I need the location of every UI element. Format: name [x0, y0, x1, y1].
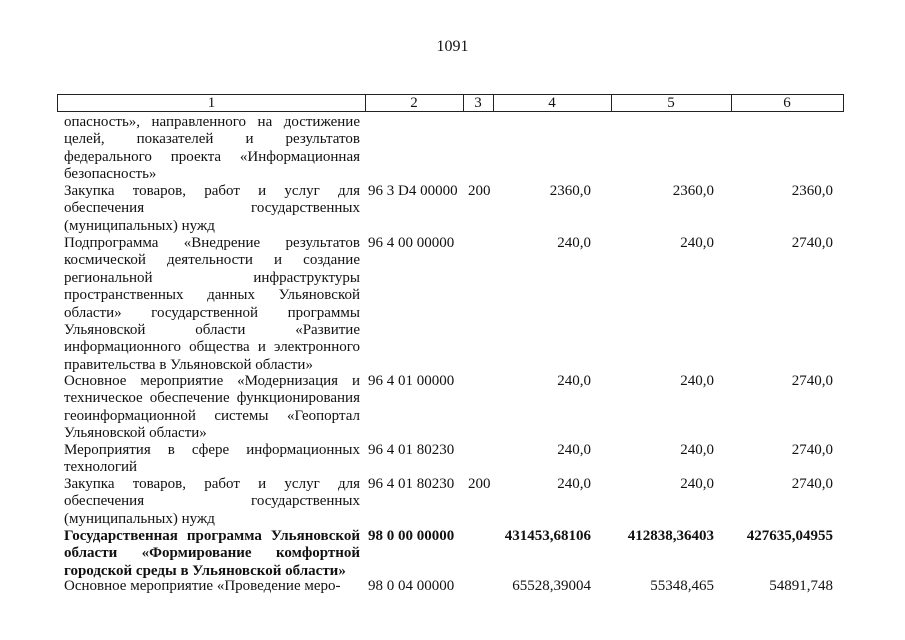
row-description: Основное мероприятие «Проведение меро-: [64, 578, 341, 594]
column-number-6: 6: [783, 95, 791, 111]
row-description: Подпрограмма «Внедрение результатов космической деятельности и создание региональной инфраструктуры пространственных данных Ульяновской области» государственной программы Ульяновской области «Развитие информационного общества и электронного правительства в Ульяновской области»: [64, 235, 360, 373]
row-description: опасность», направленного на достижение целей, показателей и результатов федерального проекта «Информационная безопасность»: [64, 114, 360, 183]
row-value-col4: 2360,0: [549, 183, 591, 199]
row-description: Закупка товаров, работ и услуг для обеспечения государственных (муниципальных) нужд: [64, 476, 360, 527]
row-description: Закупка товаров, работ и услуг для обеспечения государственных (муниципальных) нужд: [64, 183, 360, 234]
row-expense-type: 200: [468, 476, 491, 492]
row-description: Мероприятия в сфере информационных технологий: [64, 442, 360, 476]
row-value-col5: 412838,36403: [627, 528, 714, 544]
page-number: 1091: [436, 38, 469, 55]
row-value-col4: 240,0: [557, 235, 591, 251]
row-value-col6: 427635,04955: [746, 528, 833, 544]
row-code: 96 4 01 00000: [368, 373, 455, 389]
row-value-col5: 240,0: [680, 373, 714, 389]
row-value-col5: 55348,465: [650, 578, 714, 594]
row-value-col4: 240,0: [557, 442, 591, 458]
column-number-1: 1: [58, 95, 366, 111]
row-code: 96 4 01 80230: [368, 442, 455, 458]
row-value-col6: 54891,748: [769, 578, 833, 594]
row-value-col4: 240,0: [557, 373, 591, 389]
row-code: 96 3 D4 00000: [368, 183, 458, 199]
column-number-4: 4: [493, 95, 612, 111]
row-value-col6: 2740,0: [791, 442, 833, 458]
row-expense-type: 200: [468, 183, 491, 199]
row-code: 96 4 01 80230: [368, 476, 455, 492]
row-value-col6: 2740,0: [791, 373, 833, 389]
row-value-col5: 240,0: [680, 442, 714, 458]
row-value-col6: 2740,0: [791, 235, 833, 251]
column-number-2: 2: [365, 95, 464, 111]
row-value-col5: 240,0: [680, 476, 714, 492]
row-value-col4: 431453,68106: [504, 528, 591, 544]
row-value-col5: 2360,0: [672, 183, 714, 199]
row-description: Государственная программа Ульяновской области «Формирование комфортной городской среды в Ульяновской области»: [64, 528, 360, 579]
row-code: 98 0 00 00000: [368, 528, 455, 544]
column-number-5: 5: [611, 95, 732, 111]
row-description: Основное мероприятие «Модернизация и техническое обеспечение функционирования геоинформационной системы «Геопортал Ульяновской области»: [64, 373, 360, 442]
table-column-header: [57, 94, 844, 112]
row-value-col6: 2740,0: [791, 476, 833, 492]
row-code: 96 4 00 00000: [368, 235, 455, 251]
row-value-col4: 240,0: [557, 476, 591, 492]
row-value-col4: 65528,39004: [512, 578, 591, 594]
row-value-col6: 2360,0: [791, 183, 833, 199]
row-value-col5: 240,0: [680, 235, 714, 251]
column-number-3: 3: [463, 95, 494, 111]
row-code: 98 0 04 00000: [368, 578, 455, 594]
